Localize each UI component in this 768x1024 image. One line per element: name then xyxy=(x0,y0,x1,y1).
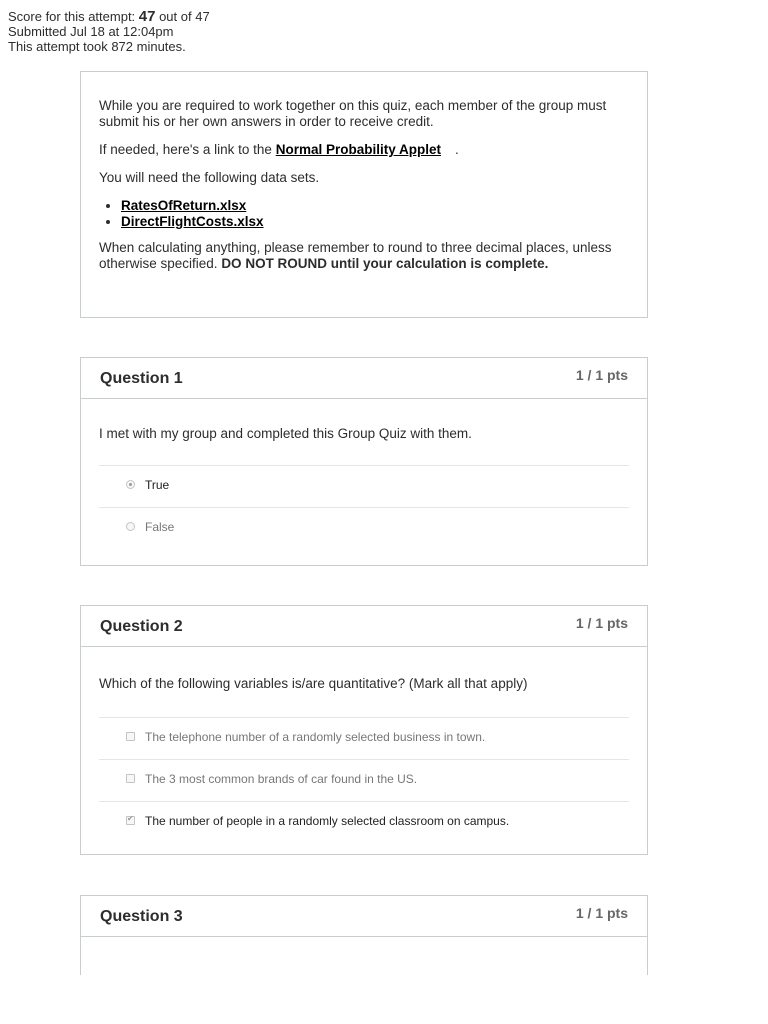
dataset-item xyxy=(121,214,629,230)
answer-car-brands[interactable] xyxy=(99,759,629,801)
answer-telephone[interactable] xyxy=(99,717,629,759)
answer-false[interactable] xyxy=(99,507,629,549)
dataset-item xyxy=(121,198,629,214)
question-points: 1 / 1 pts xyxy=(575,367,628,383)
normal-probability-applet-link[interactable]: Normal Probability Applet xyxy=(275,142,441,157)
radio-unselected-icon[interactable] xyxy=(126,522,135,531)
answer-list xyxy=(99,465,629,549)
applet-suffix: . xyxy=(454,142,459,157)
question-header xyxy=(81,606,647,647)
question-3 xyxy=(80,895,648,975)
question-header xyxy=(81,896,647,937)
score-prefix: Score for this attempt: xyxy=(8,9,139,24)
quiz-instructions xyxy=(80,71,648,318)
answer-label: The 3 most common brands of car found in the US. xyxy=(145,772,418,786)
direct-flight-costs-link[interactable]: DirectFlightCosts.xlsx xyxy=(121,214,264,229)
question-header xyxy=(81,358,647,399)
applet-prefix: If needed, here's a link to the xyxy=(99,142,276,157)
answer-list xyxy=(99,717,629,843)
rounding-text: When calculating anything, please remember to round to three decimal places, unless otherwise specified. xyxy=(99,240,612,271)
rates-of-return-link[interactable]: RatesOfReturn.xlsx xyxy=(121,198,247,213)
question-text: I met with my group and completed this Group Quiz with them. xyxy=(99,426,472,441)
answer-classroom-count[interactable] xyxy=(99,801,629,843)
question-text: Which of the following variables is/are quantitative? (Mark all that apply) xyxy=(99,676,528,691)
score-value: 47 xyxy=(138,8,156,25)
datasets-paragraph: You will need the following data sets. xyxy=(99,170,320,185)
radio-selected-icon[interactable] xyxy=(126,480,135,489)
question-title: Question 3 xyxy=(100,908,183,925)
question-points: 1 / 1 pts xyxy=(575,615,628,631)
question-2 xyxy=(80,605,648,855)
attempt-duration: This attempt took 872 minutes. xyxy=(8,39,186,54)
checkbox-checked-icon[interactable] xyxy=(126,816,135,825)
score-line xyxy=(8,9,210,24)
applet-paragraph xyxy=(99,142,629,158)
rounding-paragraph xyxy=(99,240,629,272)
answer-label: False xyxy=(145,520,175,534)
question-title: Question 1 xyxy=(100,370,183,387)
submitted-date: Submitted Jul 18 at 12:04pm xyxy=(8,24,174,39)
answer-label: True xyxy=(145,478,170,492)
question-1 xyxy=(80,357,648,566)
question-title: Question 2 xyxy=(100,618,183,635)
rounding-warning: DO NOT ROUND until your calculation is complete. xyxy=(221,256,549,271)
dataset-list xyxy=(99,198,629,230)
instructions-paragraph: While you are required to work together on this quiz, each member of the group must submit his or her own answers in order to receive credit. xyxy=(99,98,607,129)
question-points: 1 / 1 pts xyxy=(575,905,628,921)
answer-label: The number of people in a randomly selected classroom on campus. xyxy=(145,814,510,828)
score-suffix: out of 47 xyxy=(155,9,210,24)
checkbox-unchecked-icon[interactable] xyxy=(126,774,135,783)
attempt-summary xyxy=(8,9,210,54)
checkbox-unchecked-icon[interactable] xyxy=(126,732,135,741)
answer-label: The telephone number of a randomly selected business in town. xyxy=(145,730,486,744)
answer-true[interactable] xyxy=(99,465,629,507)
